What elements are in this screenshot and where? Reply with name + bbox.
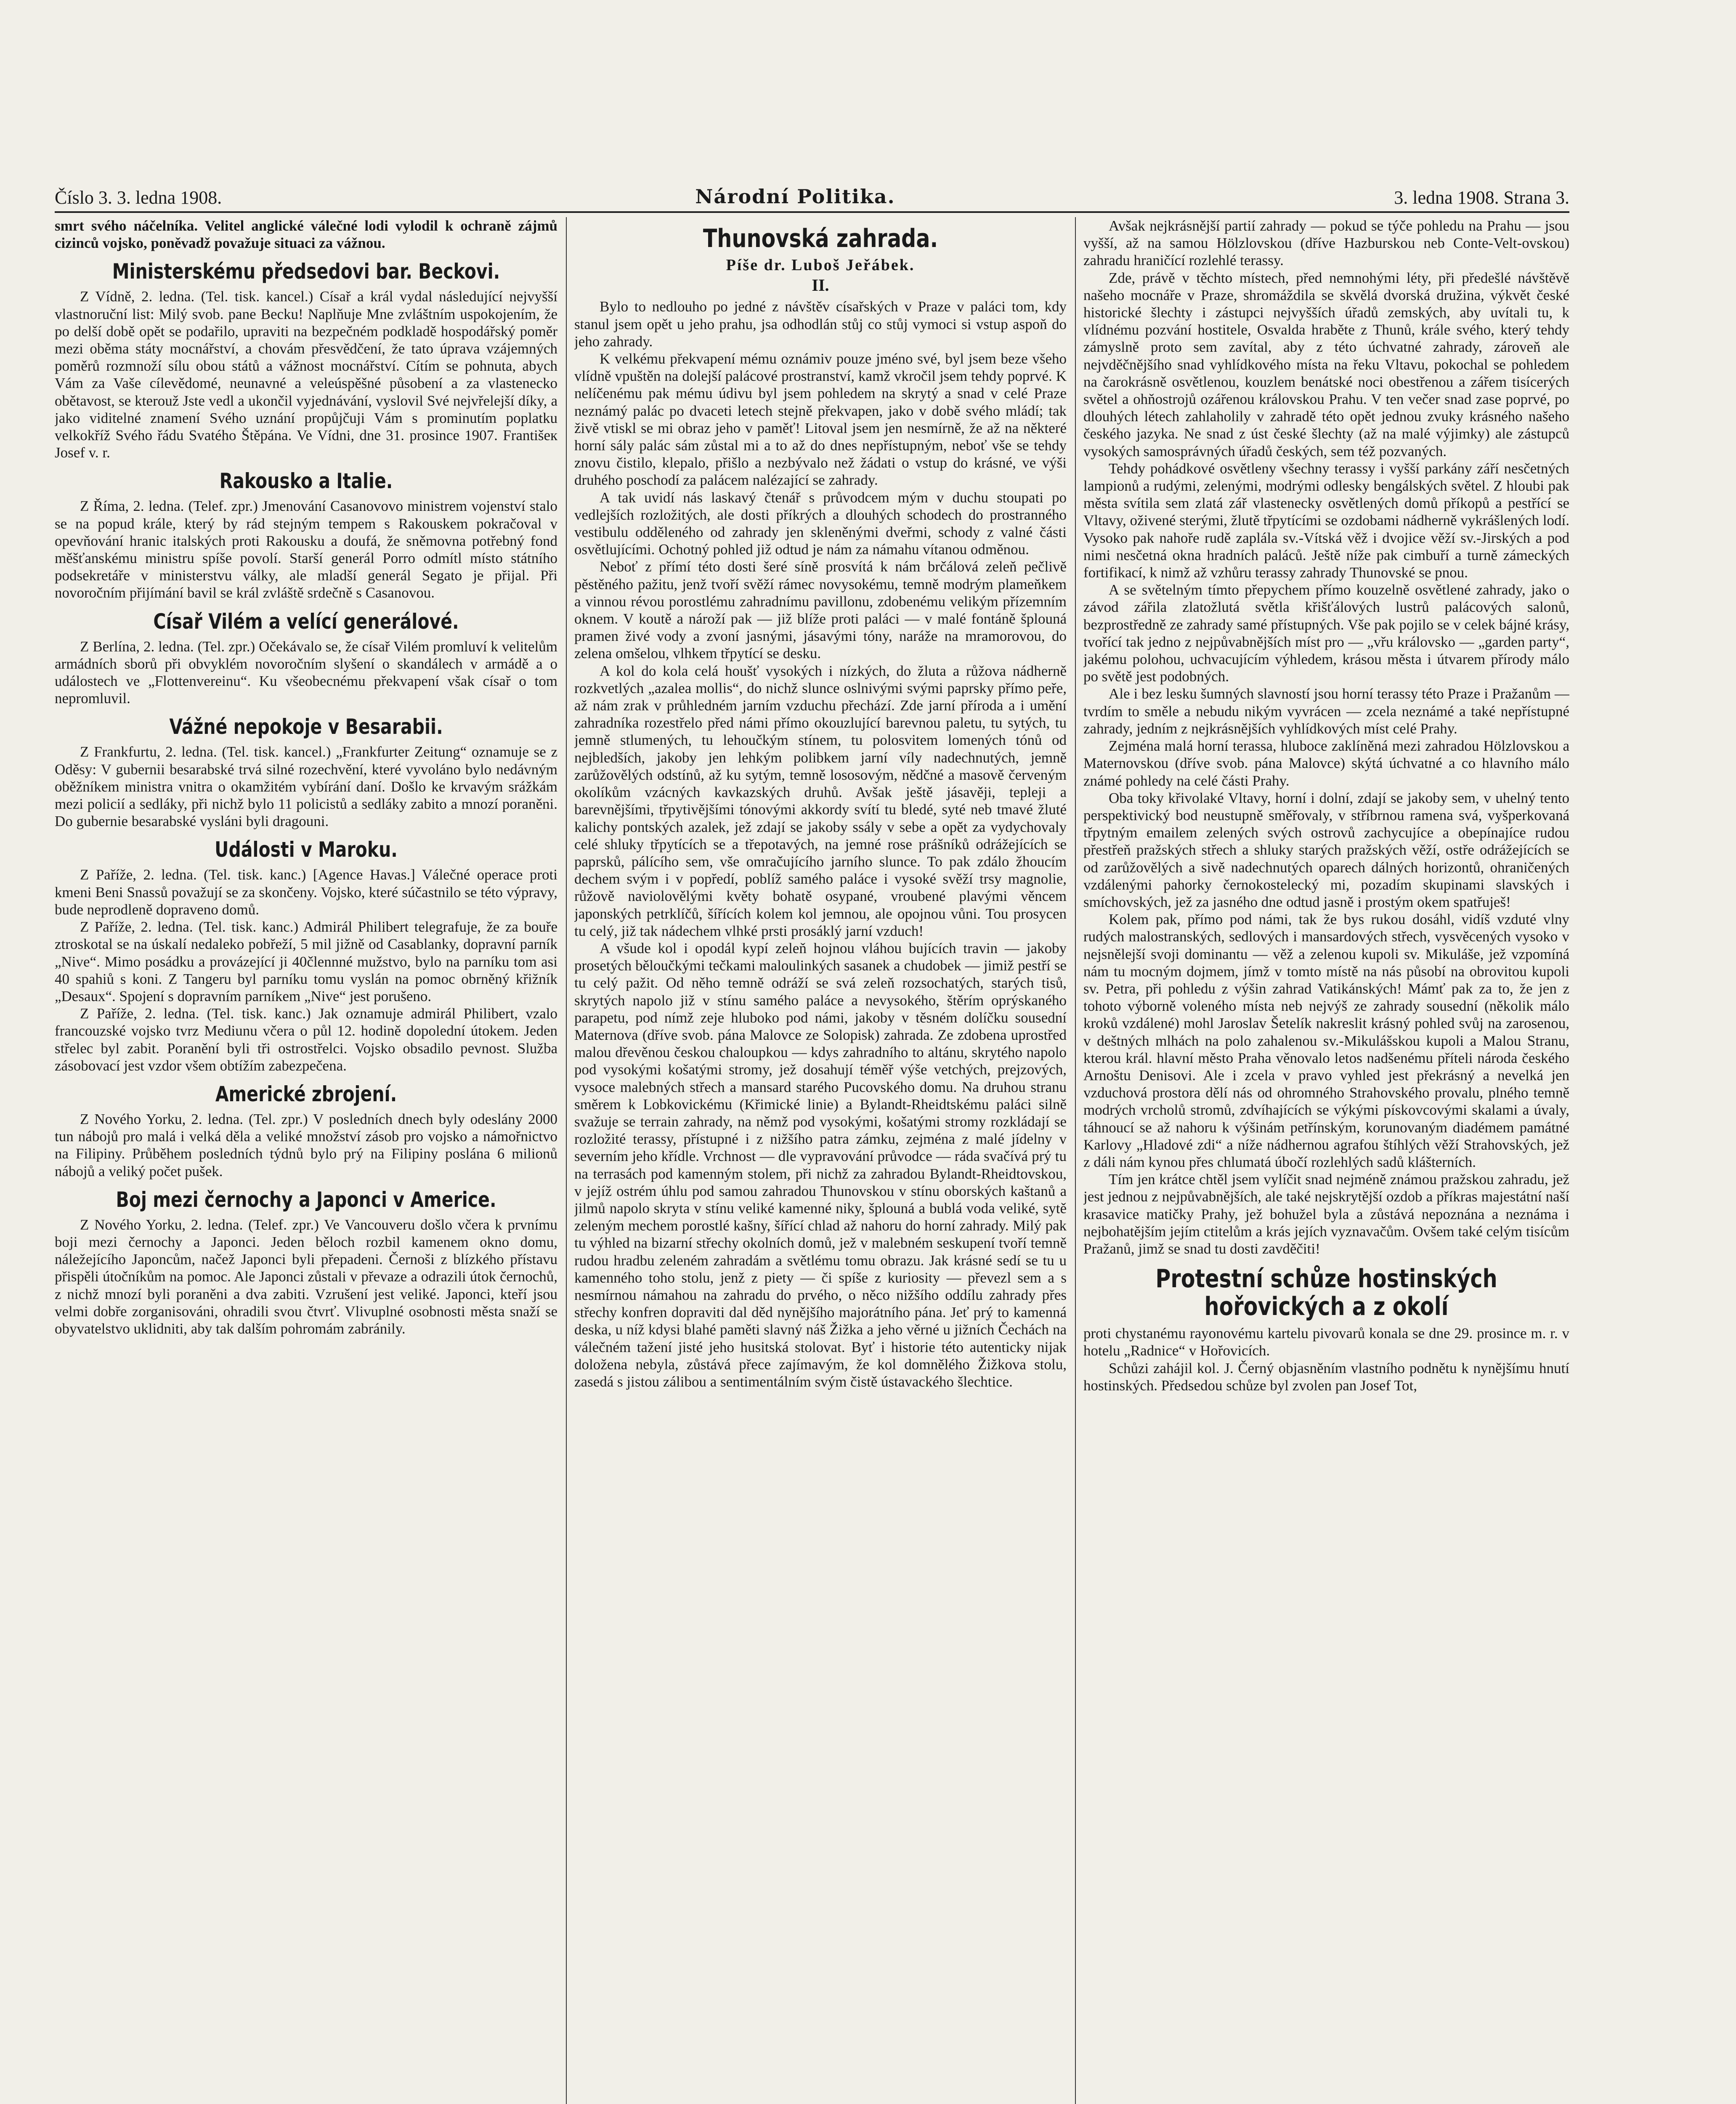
feuilleton-paragraph: A tak uvidí nás laskavý čtenář s průvodcem mým v duchu stoupati po vedlejších rozložitých, ale dosti příkrých a dlouhých schodech do prostranného vestibulu odděleného od zahrady jen skleněnými dveřmi, schody z valné části osvětlujícími. Ochotný pohled již odtud je nám za námahu vítanou odměnou. [574,489,1067,558]
date-and-page: 3. ledna 1908. Strana 3. [1394,187,1569,208]
article-body-japonci: Z Nového Yorku, 2. ledna. (Telef. zpr.) Ve Vancouveru došlo včera k prvnímu boji mezi černochy a Japonci. Jeden běloch rozbil kamenem okno domu, náležejícího Japoncům, načež Japonci byli přepadeni. Černoši z blízkého přístavu přispěli útočníkům na pomoc. Ale Japonci zůstali v převaze a odrazili útok černochů, z nichž mnozí byli poraněni a dva zabiti. Vzrušení jest veliké. Japonci, kteří jsou velmi dobře zorganisováni, ohradili svou čtvrť. Vlivuplné osobnosti města snaží se obyvatelstvo uklidniti, aby tak dalším pohromám zabránily. [55,1216,557,1337]
feuilleton-paragraph: Oba toky křivolaké Vltavy, horní i dolní, zdají se jakoby sem, v uhelný tento perspektivický bod neustupně směřovaly, v stříbrnou ramena svá, vyšperkovaná třpytným emailem zelených svých ostrovů zachycujíce a obepínajíce rudou přestřeň pražských střech a shluky starých pražských věží, ostře odrážejících se od zarůžovělých a sivě nadechnutých oparech dálných horizontů, ohraničených vzdálenými pahorky černokostelecký mi, pozadím skupinami slavských i smíchovských, jež za jasného dne odtud jasně i prostým okem spatřuješ! [1083,789,1569,910]
article-title-japonci: Boj mezi černochy a Japonci v Americe. [116,1187,496,1212]
issue-number: Číslo 3. 3. ledna 1908. [55,187,222,208]
article-body-beck: Z Vídně, 2. ledna. (Tel. tisk. kancel.) Císař a král vydal následující nejvyšší vlastnoruční list: Milý svob. pane Becku! Naplňuje Mne zvláštním uspokojením, že po delší době opět se podařilo, upraviti na bezpečném podkladě hospodářský poměr mezi oběma státy mocnářství, a chovám přesvědčení, že tato úprava vzájemných poměrů rozmnoží sílu obou států a vážnost mocnářství. Cítím se pohnuta, abych Vám za Vaše cílevědomé, neunavné a veleúspěšné působení a za vlastenecko obětavost, se kterouž Jste vedl a ukončil vyjednávání, vyslovil Své nejvřelejší díky, a jako viditelné znamení Svého uznání propůjčuji Vám s prominutím poplatku velkokříž Svého řádu Svatého Štěpána. Ve Vídni, dne 31. prosince 1907. Františeк Josef v. r. [55,288,557,461]
feuilleton-paragraph: Ale i bez lesku šumných slavností jsou horní terassy této Praze i Pražanům — tvrdím to směle a nebudu nikým vyvrácen — zcela neznámé a také nepřístupné zahrady, jedním z nejkrásnějších vyhlídkových míst celé Prahy. [1083,685,1569,737]
feuilleton-paragraph: A se světelným tímto přepychem přímo kouzelně osvětlené zahrady, jako o závod zářila zlatožlutá světla křišťálových lustrů palácových salonů, bezprostředně ze zahrady samé přístupných. Vše pak pojilo se v celek bájné krásy, tvořící tak jedno z nejpůvabnějších míst pro — „vřu královsko — „garden party“, jakému polohou, uchvacujícím výhledem, krásou města i útvarem přírody málo po světě jest podobných. [1083,582,1569,685]
feuilleton-paragraph: Tím jen krátce chtěl jsem vylíčit snad nejméně známou pražskou zahradu, jež jest jednou z nejpůvabnějších, ale také nejskrytější ozdob a příkras majestátní naší krasavice matičky Prahy, jež bohužel byla a zůstává nepoznána a neznáma i nejbohatějším jejím ctitelům a krás jejích vyznavačům. Ovšem také celým tisícům Pražanů, jimž se snad tu dosti zavděčiti! [1083,1171,1569,1257]
article-title-americke: Americké zbrojení. [215,1081,397,1106]
column-2 [574,217,1067,2104]
intro-paragraph: smrt svého náčelníka. Velitel anglické válečné lodi vylodil k ochraně zájmů cizinců vojsko, poněvadž považuje situaci za vážnou. [55,218,557,252]
article-body-besarabie: Z Frankfurtu, 2. ledna. (Tel. tisk. kancel.) „Frankfurter Zeitung“ oznamuje se z Oděsy: V gubernii besarabské trvá silné rozechvění, které vyvoláno bylo nedávným oběžníkem ministra vnitra o okamžitém vybírání daní. Došlo ke krvavým srážkám mezi policií a sedláky, při nichž bylo 11 policistů a sedláky zabito a mnozí poraněni. Do gubernie besarabské vysláni byli dragouni. [55,744,557,830]
feuilleton-paragraph: K velkému překvapení mému oznámiv pouze jméno své, byl jsem beze všeho vlídně vpuštěn na dolejší palácové prostranství, kamž vkročil jsem tehdy poprvé. K nelíčenému pak mému údivu byl jsem pohledem na skrytý a snad v celé Praze neznámý palác po dvaceti letech stejně překvapen, jako v době svého mládí; tak živě vtiskl se mi obraz jeho v paměť! Litoval jsem jen nesmírně, že až na některé horní sály palác sám zůstal mi a to až do dnes nepřístupným, neboť vše se tehdy znovu čistilo, klepalo, přišlo a nezbývalo než žádati o vstup do krásné, ve výši druhého poschodí za palácem nalézající se zahrady. [574,351,1067,489]
feuilleton-paragraph: Neboť z přímí této dosti šeré síně prosvítá k nám brčálová zeleň pečlivě pěstěného pažitu, jenž tvoří svěží rámec novysokému, temně modrým plameňkem a vinnou révou porostlému zahradnímu pavillonu, zdobenému velikým přízemním oknem. V koutě a nároží pak — již blíže proti paláci — v malé fontáně šplouná pramen živé vody a zvoní jasnými, jásavými tóny, naráže na mramorovou, do zelena omšelou, vlhkem třpytící se desku. [574,558,1067,662]
article-body-maroko-1: Z Paříže, 2. ledna. (Tel. tisk. kanc.) [Agence Havas.] Válečné operace proti kmeni Beni Snassů považují se za skončeny. Vojsko, které súčastnilo se této výpravy, bude neprodleně dopraveno domů. [55,866,557,918]
page-header [55,185,1569,210]
article-title-vilem: Císař Vilém a velící generálové. [153,609,459,634]
article-body-americke: Z Nového Yorku, 2. ledna. (Tel. zpr.) V posledních dnech byly odeslány 2000 tun nábojů pro malá i velká děla a veliké množství zásob pro vojsko a námořnictvo na Filipiny. Průběhem posledních týdnů bylo prý na Filipiny poslána 6 milionů nábojů a veliký počet pušek. [55,1110,557,1180]
feuilleton-paragraph: Tehdy pohádkové osvětleny všechny terassy i vyšší parkány září nesčetných lampionů a rudými, zelenými, modrými odlesky bengálských světel. Z hloubi pak města svítila sem zlatá zář vlastenecky osvětlených domů příkopů a pestřící se Vltavy, oživené sterými, žlutě třpytícími se ozdobami nádherně vykrášlených lodí. Vysoko pak nahoře rudě zaplála sv.-Vítská věž i dvojice věží sv.-Jirských a pod nimi nesčetná okna hradních paláců. Ještě níže pak cimbuří a turně zámeckých fortifikací, k nimž až vzhůru terassy zahrady Thunovské se pnou. [1083,460,1569,581]
header-rule [55,211,1569,213]
feuilleton-part: II. [812,276,829,295]
feuilleton-title: Thunovská zahrada. [703,224,938,253]
article-title-beck: Ministerskému předsedovi bar. Beckovi. [112,259,500,284]
article-body-vilem: Z Berlína, 2. ledna. (Tel. zpr.) Očekávalo se, že císař Vilém promluví k velitelům armádních sborů při obvyklém novoročním slyšení o skandálech v armádě a o událostech ve „Flottenvereinu“. Ku všeobecnému překvapení však císař o tom nepromluvil. [55,638,557,707]
article-title-besarabie: Vážné nepokoje v Besarabii. [169,715,443,739]
feuilleton-paragraph: Zejména malá horní terassa, hluboce zaklíněná mezi zahradou Hölzlovskou a Maternovskou (dříve svob. pána Malovce) skýtá úchvatné a co hlavního málo známé pohledy na celé části Prahy. [1083,738,1569,789]
masthead-title: Národní Politika. [695,185,895,208]
article-title-maroko: Události v Maroku. [215,837,398,862]
column-3 [1083,217,1569,2104]
article-body-protest-1: proti chystanému rayonovému kartelu pivovarů konala se dne 29. prosince m. r. v hotelu „Radnice“ v Hořovicích. [1083,1325,1569,1359]
column-divider-1 [566,217,567,2104]
article-body-protest-2: Schůzi zahájil kol. J. Černý objasněním vlastního podnětu k nynějšímu hnutí hostinských. Předsedou schůze byl zvolen pan Josef Tot, [1083,1360,1569,1394]
feuilleton-paragraph: Avšak nejkrásnější partií zahrady — pokud se týče pohledu na Prahu — jsou vyšší, až na samou Hölzlovskou (dříve Hazburskou neb Conte-Velt-ovskou) zahradu hraničící rozlehlé terassy. [1083,218,1569,269]
column-1 [55,217,557,2104]
feuilleton-byline: Píše dr. Luboš Jeřábek. [726,256,915,274]
feuilleton-paragraph: Kolem pak, přímo pod námi, tak že bys rukou dosáhl, vidíš vzduté vlny rudých malostranských, sedlových i mansardových střech, vysvěcených vysoko v nejsnělejší svoji dominantu — věž a zelenou kupoli sv. Mikuláše, jež vzpomíná nám tu mocným dojmem, jímž v tomto místě na nás působí na obrovitou kupoli sv. Petra, při pohledu z výšin zahrad Vatikánských! Mámť pak za to, že jen z tohoto výborně voleného místa neb nejvýš ze zahrady sousední (několik málo kroků vzdálené) mohl Jaroslav Šetelík nakreslit krásný pohled svůj na zarosenou, v deštných mlhách na polo zahalenou sv.-Mikulášskou kupoli a Malou Stranu, kterou král. hlavní město Praha věnovalo letos nadšenému příteli národa českého Arnoštu Denisovi. Ale i zcela v pravo vyhled jest překrásný a nevelká jen vzduchová prostora dělí nás od ohromného Strahovského provalu, plného temně modrých vrcholů stromů, zdvíhajících se výkými pískovcovými skalami a úvaly, táhnoucí se až nahoru k výšinám petřínským, korunovaným diadémem památné Karlovy „Hladové zdi“ a níže nádhernou agrafou štíhlých věží Strahovských, jež z dáli nám kynou přes chlumatá úbočí rozlehlých sadů klášterních. [1083,911,1569,1170]
article-title-protest: Protestní schůze hostinských hořovických a z okolí [1155,1264,1497,1322]
feuilleton-paragraph: A kol do kola celá houšť vysokých i nízkých, do žluta a růžova nádherně rozkvetlých „azalea mollis“, do nichž slunce oslnivými svými paprsky přímo peře, až nám zrak v průhledném jarním vzduchu přechází. Zde jarní příroda a i umění zahradníka rozestřelo před námi přímo okouzlující barevnou paletu, tu sytých, tu jemně stlumených, tu lehoučkým stínem, tu polosvitem lomených tónů od nejbledších, jakoby jen lehkým polibkem jarní víly nadechnutých, jemně zarůžovělých odstínů, až ku sytým, temně lososovým, nědčné a masově červeným okolíkům vzácných kavkazských druhů. Avšak ještě jásavěji, tepleji a barevnějšími, třpytivějšími tónovými akkordy svítí tu bledé, syté neb tmavé žluté kalichy pontských azalek, jež zdají se jakoby ssály v sebe a opět za vydychovaly celé shluky třpytících se a třepotavých, na jemné rose prášníků odrážejících se paprsků, pálícího sem, vše omračujícího jarního slunce. To pak zdálo žhoucím dechem svým i v popředí, poblíž samého paláce i vysoké svěží trsy magnolie, růžově naviolovělými květy bohatě osypané, vroubené plavými věncem japonských petrklíčů, šířících kolem kol jemnou, ale opojnou vůni. Tou prosycen tu celý, již tak nádechem vlhké prsti prosáklý jarní vzduch! [574,662,1067,939]
article-body-maroko-2: Z Paříže, 2. ledna. (Tel. tisk. kanc.) Admirál Philibert telegrafuje, že za bouře ztroskotal se na úskalí nedaleko pobřeží, 5 mil jižně od Casablanky, dopravní parník „Nive“. Mimo posádku a provázející ji 40člennné mužstvo, bylo na parníku tom asi 40 spahiů s koni. Z Tangeru byl parníku tomu vyslán na pomoc obrněný křižník „Desaux“. Spojení s dopravním parníkem „Nive“ jest porušeno. [55,919,557,1004]
feuilleton-paragraph: Bylo to nedlouho po jedné z návštěv císařských v Praze v paláci tom, kdy stanul jsem opět u jeho prahu, jsa odhodlán stůj co stůj vymoci si vstup aspoň do jeho zahrady. [574,298,1067,350]
article-body-italie: Z Říma, 2. ledna. (Telef. zpr.) Jmenování Casanovovo ministrem vojenství stalo se na popud krále, který by rád stejným tempem s Rakouskem pokračoval v opevňování hranic italských proti Rakousku a doufá, že sněmovna potřebný fond měšťanskému ministru spíše povolí. Starší generál Porro odmítl místo státního podsekretáře v ministerstvu války, ale mladší generál Segato je přijal. Při novoročním přijímání bavil se král zvláště srdečně s Casanovou. [55,498,557,601]
feuilleton-paragraph: Zde, právě v těchto místech, před nemnohými léty, při předešlé návštěvě našeho mocnáře v Praze, shromáždila se skvělá dvorská družina, výkvět české historické šlechty i zástupci nejvyšších úřadů zemských, aby uvítali tu, k vlídnému pozvání hostitele, Osvalda hraběte z Thunů, krále svého, který tehdy zámyslně proto sem zavítal, aby z této úchvatné zahrady, zároveň ale nejvděčnějšího snad vyhlídkového místa na řeku Vltavu, pokochal se pohledem na čarokrásně osvětlenou, kouzlem benátské noci obestřenou a zářem tisícerých světel a ohňostrojů ozářenou královskou Prahu. V ten večer snad zase poprvé, po dlouhých létech zahlaholily v zahradě této opět jednou zvuky krásného našeho českého jazyka. Ne snad z úst české šlechty (až na malé výjimky) ale zástupců vysokých samosprávných úřadů českých, sem též pozvaných. [1083,269,1569,460]
column-divider-2 [1075,217,1076,2104]
newspaper-page [55,185,1569,2104]
feuilleton-paragraph: A všude kol i opodál kypí zeleň hojnou vláhou bujících travin — jakoby prosetých běloučkými tečkami maloulinkých sasanek a chudobek — jimiž pestří se tu celý pažit. Od něho temně odráží se svá zeleň rozsochatých, starých tisů, skrytých napolo již v stínu samého paláce a nevysokého, štěrím oprýskaného parapetu, pod nímž zeje hluboko pod námi, jakoby v těsném dolíčku sousední Maternova (dříve svob. pána Malovce ze Solopisk) zahrada. Ze zdobena uprostřed malou dřevěnou českou chaloupkou — kdys zahradního to altánu, skrytého napolo pod vysokými košatými stromy, jež dosahují téměř výše vetchých, prejzových, vysoce malebných střech a mansard starého Pucovského domu. Na druhou stranu směrem k Lobkovickému (Křimické linie) a Bylandt-Rheidtskému paláci silně svažuje se terrain zahrady, na němž pod vysokými, košatými stromy rozkládají se rozložité terassy, přístupné i z nižšího patra zámku, zejména z malé jídelny v severním jeho křídle. Vrchnost — dle vypravování průvodce — ráda svačívá prý tu na terrasách pod kamenným stolem, při nichž za zahradou Bylandt-Rheidtovskou, v jejíž ostrém úhlu pod samou zahradou Thunovskou v stínu oborských kaštanů a jilmů napolo skryta v stínu veliké kamenné niky, šplouná a bublá voda veliké, sytě zeleným mechem porostlé kašny, šířící chlad až nahoru do horní zahrady. Milý pak tu výhled na bizarní střechy okolních domů, jež v malebném seskupení tvoří temně rudou hradbu zeleném zahradám a světlému tomu obrazu. Jak krásné sedí se tu u kamenného toho stolu, jenž z piety — či spíše z kuriosity — převezl sem a s nesmírnou námahou na zahradu do prvého, o něco nižšího oddílu zahrady přes střechy konfren dopraviti dal děd nynějšího majorátního pána. Jeť prý to kamenná deska, u níž kdysi blahé paměti slavný náš Žižka a jeho věrné u jižních Čechách na válečném tažení jisté jeho husitská stolovat. Byť i historie této autenticky nijak doložena nebyla, zůstává přece zajímavým, že kol domnělého Žižkova stolu, zasedá s jistou zálibou a sentimentálním svým čistě ústavackého šlechtice. [574,940,1067,1390]
article-title-italie: Rakousko a Italie. [219,469,393,494]
article-body-maroko-3: Z Paříže, 2. ledna. (Tel. tisk. kanc.) Jak oznamuje admirál Philibert, vzalo francouzské vojsko tvrz Mediunu včera o půl 12. hodině dopolední útokem. Jeden střelec byl zabit. Poranění byli tři ostrostřelci. Vojsko obsadilo pevnost. Služba zásobovací jest vzdor všem obtížím zabezpečena. [55,1005,557,1074]
